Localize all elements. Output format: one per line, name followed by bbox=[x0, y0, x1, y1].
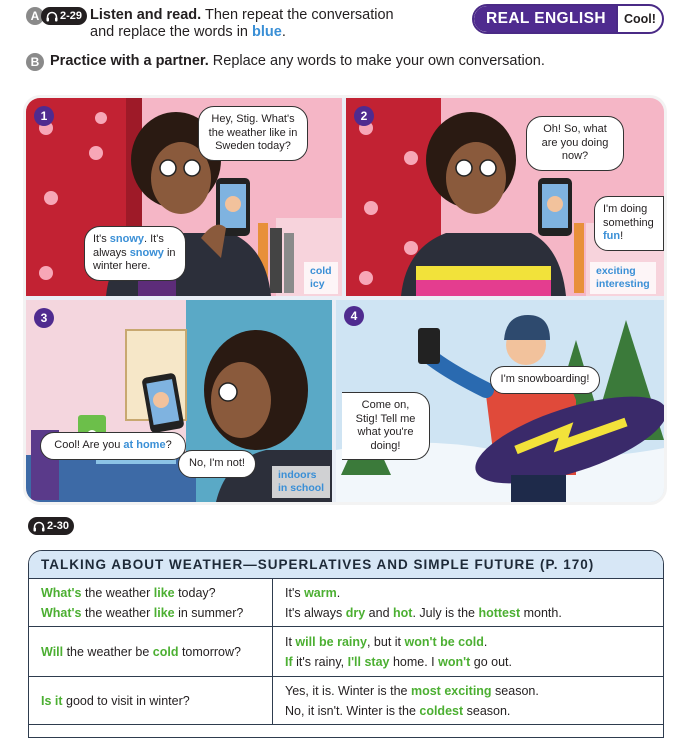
grammar-text: the weather be bbox=[63, 644, 153, 659]
grammar-table-row bbox=[29, 677, 663, 725]
bubble-text: It's bbox=[93, 233, 110, 245]
grammar-text: month. bbox=[520, 605, 562, 620]
grammar-highlight: dry bbox=[345, 605, 366, 620]
grammar-line bbox=[41, 642, 272, 662]
activity-b-instructions bbox=[50, 53, 545, 70]
alt-word: in school bbox=[278, 482, 325, 494]
grammar-text: the weather bbox=[81, 585, 154, 600]
activity-a-blue-word: blue bbox=[252, 24, 282, 40]
audio-track-badge[interactable] bbox=[41, 7, 87, 25]
grammar-line bbox=[285, 652, 663, 672]
bubble-text: I'm doing something bbox=[603, 203, 654, 229]
panel-4-number: 4 bbox=[344, 306, 364, 326]
grammar-question-cell bbox=[29, 677, 273, 724]
grammar-line bbox=[41, 603, 272, 623]
grammar-highlight: hottest bbox=[478, 605, 521, 620]
grammar-line bbox=[41, 583, 272, 603]
grammar-highlight: What's bbox=[41, 585, 82, 600]
grammar-table-row bbox=[29, 579, 663, 627]
alt-word: icy bbox=[310, 278, 325, 290]
grammar-highlight: warm bbox=[304, 585, 337, 600]
grammar-highlight: cold bbox=[152, 644, 179, 659]
grammar-text: It's bbox=[285, 585, 305, 600]
panel-2-number: 2 bbox=[354, 106, 374, 126]
grammar-highlight: most exciting bbox=[410, 683, 492, 698]
grammar-text: It bbox=[285, 634, 296, 649]
grammar-text: It's always bbox=[285, 605, 346, 620]
grammar-line bbox=[285, 583, 663, 603]
grammar-text: it's rainy, bbox=[292, 654, 348, 669]
grammar-line bbox=[41, 691, 272, 711]
activity-a-instructions bbox=[90, 7, 394, 41]
grammar-highlight: like bbox=[153, 585, 175, 600]
activity-a-letter: A bbox=[26, 7, 44, 25]
grammar-text: No, it isn't. Winter is the bbox=[285, 703, 420, 718]
activity-a-text2: and replace the words in bbox=[90, 24, 253, 40]
real-english-box bbox=[472, 4, 664, 34]
grammar-highlight: hot bbox=[393, 605, 413, 620]
bubble-text: . It's always bbox=[93, 233, 164, 259]
grammar-table-row bbox=[29, 627, 663, 677]
panel-1-number: 1 bbox=[34, 106, 54, 126]
alt-word: indoors bbox=[278, 469, 317, 481]
panel-3-speech-bubble-bottom: No, I'm not! bbox=[178, 450, 256, 478]
panel-1-alternatives bbox=[304, 262, 338, 294]
grammar-text: the weather bbox=[81, 605, 154, 620]
panel-2-speech-bubble-right bbox=[594, 196, 664, 251]
grammar-highlight: won't bbox=[438, 654, 471, 669]
grammar-highlight: If bbox=[285, 654, 293, 669]
grammar-highlight: like bbox=[153, 605, 175, 620]
alt-word: cold bbox=[310, 265, 332, 277]
activity-a-bold: Listen and read. bbox=[90, 7, 202, 23]
activity-b-letter: B bbox=[26, 53, 44, 71]
panel-3-speech-bubble-top bbox=[40, 432, 186, 460]
panel-4-speech-bubble-left: Come on, Stig! Tell me what you're doing! bbox=[342, 392, 430, 460]
panel-4-speech-bubble-top: I'm snowboarding! bbox=[490, 366, 600, 394]
grammar-line bbox=[285, 603, 663, 623]
grammar-highlight: What's bbox=[41, 605, 82, 620]
bubble-text: Cool! Are you bbox=[54, 439, 124, 451]
grammar-table-title: TALKING ABOUT WEATHER—SUPERLATIVES AND SIMPLE FUTURE (P. 170) bbox=[29, 551, 663, 579]
headphones-icon bbox=[46, 11, 58, 22]
headphones-icon bbox=[33, 521, 45, 532]
grammar-text: today? bbox=[174, 585, 216, 600]
grammar-highlight: Will bbox=[41, 644, 64, 659]
grammar-highlight: will be rainy bbox=[295, 634, 367, 649]
panel-2-alternatives bbox=[590, 262, 656, 294]
activity-a-period: . bbox=[281, 24, 286, 40]
real-english-phrase: Cool! bbox=[623, 12, 656, 26]
comic-strip bbox=[26, 98, 664, 502]
grammar-line bbox=[285, 701, 663, 721]
grammar-text: in summer? bbox=[174, 605, 244, 620]
panel-1-speech-bubble-left bbox=[84, 226, 186, 281]
bubble-blue-word: at home bbox=[123, 439, 166, 451]
bubble-text: ? bbox=[165, 439, 172, 451]
comic-panel-2 bbox=[346, 98, 664, 296]
grammar-line bbox=[285, 681, 663, 701]
grammar-highlight: Is it bbox=[41, 693, 63, 708]
panel-3-number: 3 bbox=[34, 308, 54, 328]
alt-word: interesting bbox=[596, 278, 650, 290]
grammar-text: Yes, it is. Winter is the bbox=[285, 683, 411, 698]
grammar-highlight: coldest bbox=[419, 703, 464, 718]
bubble-text: ! bbox=[620, 230, 624, 242]
bubble-text: in winter here. bbox=[93, 246, 176, 272]
grammar-answer-cell bbox=[273, 677, 663, 724]
grammar-table bbox=[28, 550, 664, 738]
grammar-text: home. I bbox=[389, 654, 439, 669]
grammar-text: . bbox=[483, 634, 488, 649]
grammar-question-cell bbox=[29, 579, 273, 626]
grammar-question-cell bbox=[29, 627, 273, 676]
real-english-label: REAL ENGLISH bbox=[474, 6, 618, 32]
bubble-blue-word: snowy bbox=[129, 246, 164, 259]
panel-1-speech-bubble-top: Hey, Stig. What's the weather like in Sweden today? bbox=[198, 106, 308, 161]
comic-panel-1 bbox=[26, 98, 342, 296]
activity-b-text: Replace any words to make your own conversation. bbox=[208, 53, 545, 69]
panel-2-speech-bubble-top: Oh! So, what are you doing now? bbox=[526, 116, 624, 171]
audio-track-number: 2-29 bbox=[60, 10, 83, 22]
alt-word: exciting bbox=[596, 265, 636, 277]
grammar-highlight: I'll stay bbox=[347, 654, 390, 669]
grammar-text: . July is the bbox=[412, 605, 479, 620]
grammar-text: go out. bbox=[470, 654, 512, 669]
grammar-text: and bbox=[365, 605, 394, 620]
comic-panel-3 bbox=[26, 300, 332, 502]
grammar-line bbox=[285, 632, 663, 652]
grammar-text: good to visit in winter? bbox=[62, 693, 190, 708]
activity-a-text1: Then repeat the conversation bbox=[201, 7, 394, 23]
grammar-highlight: won't be cold bbox=[404, 634, 484, 649]
grammar-text: season. bbox=[463, 703, 511, 718]
bubble-blue-word: snowy bbox=[109, 233, 145, 245]
grammar-text: , but it bbox=[366, 634, 405, 649]
bubble-blue-word: fun bbox=[603, 230, 621, 242]
activity-b-bold: Practice with a partner. bbox=[50, 53, 209, 69]
grammar-audio-track-badge[interactable] bbox=[28, 517, 74, 535]
grammar-text: tomorrow? bbox=[178, 644, 241, 659]
grammar-answer-cell bbox=[273, 627, 663, 676]
panel-3-alternatives bbox=[272, 466, 330, 498]
grammar-text: season. bbox=[491, 683, 539, 698]
comic-panel-4 bbox=[336, 300, 664, 502]
grammar-answer-cell bbox=[273, 579, 663, 626]
grammar-track-number: 2-30 bbox=[47, 520, 70, 532]
grammar-text: . bbox=[336, 585, 341, 600]
